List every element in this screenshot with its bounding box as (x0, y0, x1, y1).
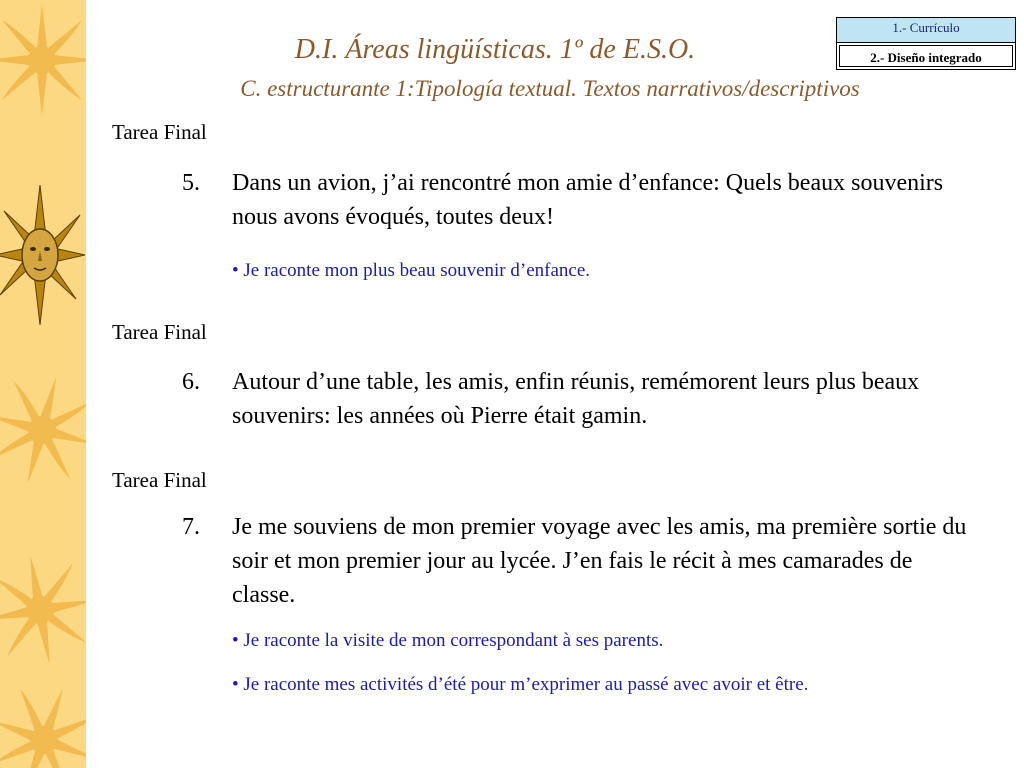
slide-subtitle: C. estructurante 1:Tipología textual. Textos narrativos/descriptivos (240, 76, 860, 101)
decorative-sidebar (0, 0, 86, 768)
task-number: 6. (182, 369, 200, 395)
task-bullet: • Je raconte mon plus beau souvenir d’enfance. (232, 260, 591, 281)
task-number: 7. (182, 514, 200, 540)
diseno-integrado-link[interactable] (836, 42, 1016, 70)
golden-sun-face-icon (0, 185, 85, 325)
section-heading: Tarea Final (112, 120, 207, 144)
curriculo-link[interactable] (836, 17, 1016, 43)
task-text: Dans un avion, j’ai rencontré mon amie d’enfance: Quels beaux souvenirs nous avons évoqués, toutes deux! (232, 170, 944, 230)
task-bullet: • Je raconte la visite de mon correspondant à ses parents. (232, 630, 664, 651)
task-text: Je me souviens de mon premier voyage avec les amis, ma première sortie du soir et mon premier jour au lycée. J’en fais le récit à mes camarades de classe. (232, 514, 967, 608)
slide-title: D.I. Áreas lingüísticas. 1º de E.S.O. (294, 34, 696, 65)
task-bullet: • Je raconte mes activités d’été pour m’exprimer au passé avec avoir et être. (232, 674, 809, 695)
curriculo-link-label: 1.- Currículo (892, 20, 960, 35)
sun-pattern-icon (0, 0, 86, 768)
section-heading: Tarea Final (112, 320, 207, 344)
diseno-integrado-link-label: 2.- Diseño integrado (839, 45, 1013, 67)
section-heading: Tarea Final (112, 468, 207, 492)
task-number: 5. (182, 170, 200, 196)
task-text: Autour d’une table, les amis, enfin réunis, remémorent leurs plus beaux souvenirs: les années où Pierre était gamin. (232, 369, 920, 429)
